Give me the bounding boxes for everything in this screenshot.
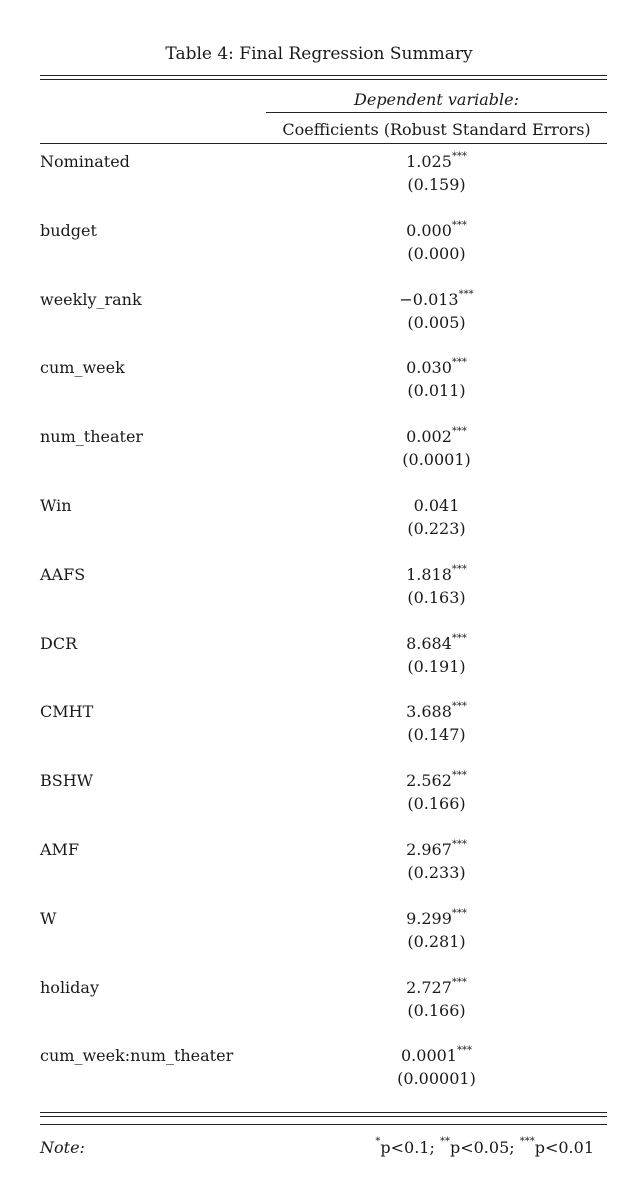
variable-name: DCR: [40, 633, 78, 653]
significance-stars: ***: [451, 563, 467, 575]
top-double-rule-1: [40, 75, 607, 76]
significance-stars: ***: [451, 839, 467, 850]
estimate-value: 0.000: [406, 220, 452, 240]
variable-name: holiday: [40, 977, 99, 997]
variable-name: BSHW: [40, 771, 94, 791]
variable-name: AAFS: [40, 564, 86, 584]
standard-error: (0.166): [407, 794, 466, 814]
standard-error: (0.000): [407, 243, 466, 263]
coefficient-estimate: [266, 978, 607, 997]
estimate-value: 2.562: [406, 771, 452, 791]
bottom-double-rule-2: [40, 1116, 607, 1117]
note-rule: [40, 1124, 607, 1125]
standard-error: (0.233): [407, 863, 466, 882]
significance-stars: ***: [458, 288, 474, 300]
coefficient-estimate: [266, 840, 607, 859]
note-label: Note:: [40, 1138, 85, 1157]
standard-error: (0.191): [407, 656, 466, 676]
estimate-value: 2.967: [406, 840, 452, 859]
table-row: [0, 290, 638, 350]
estimate-value: 0.002: [406, 427, 452, 447]
coefficient-estimate: [266, 565, 607, 584]
variable-name: CMHT: [40, 702, 94, 722]
coefficient-estimate: [266, 496, 607, 515]
table-row: [0, 427, 638, 487]
estimate-value: −0.013: [399, 289, 459, 309]
significance-stars: ***: [451, 151, 467, 162]
note-star-1: *: [375, 1136, 381, 1147]
table-row: [0, 221, 638, 281]
variable-name: budget: [40, 220, 97, 240]
header-underline: [266, 112, 607, 113]
note-star-3: ***: [519, 1136, 535, 1147]
variable-name: cum_week: [40, 358, 125, 378]
table-row: [0, 978, 638, 1038]
table-row: [0, 1046, 638, 1106]
table-row: [0, 634, 638, 694]
table-row: [0, 840, 638, 900]
estimate-value: 1.818: [406, 564, 452, 584]
estimate-value: 0.041: [413, 496, 460, 515]
estimate-value: 9.299: [406, 908, 452, 928]
standard-error: (0.0001): [402, 450, 471, 470]
standard-error: (0.223): [407, 519, 466, 538]
table-row: [0, 565, 638, 625]
standard-error: (0.159): [407, 175, 466, 194]
significance-stars: ***: [451, 770, 467, 782]
table-row: [0, 771, 638, 831]
coefficient-estimate: [266, 358, 607, 377]
variable-name: Nominated: [40, 152, 130, 171]
standard-error: (0.281): [407, 931, 466, 951]
note-text-1: p<0.1;: [380, 1138, 440, 1157]
bottom-double-rule-1: [40, 1112, 607, 1113]
table-row: [0, 496, 638, 556]
significance-stars: ***: [451, 907, 467, 919]
variable-name: Win: [40, 496, 72, 515]
coefficient-estimate: [266, 152, 607, 171]
estimate-value: 0.030: [406, 358, 452, 378]
note-star-2: **: [439, 1136, 450, 1147]
variable-name: num_theater: [40, 427, 144, 447]
coefficient-estimate: [266, 702, 607, 721]
table-row: [0, 909, 638, 969]
standard-error: (0.00001): [397, 1069, 476, 1089]
significance-stars: ***: [451, 426, 467, 438]
coefficient-estimate: [266, 1046, 607, 1065]
note-text-2: p<0.05;: [449, 1138, 520, 1157]
significance-stars: ***: [451, 632, 467, 644]
column-header: Coefficients (Robust Standard Errors): [282, 120, 591, 139]
estimate-value: 2.727: [406, 977, 452, 997]
coefficient-estimate: [266, 427, 607, 446]
standard-error: (0.147): [407, 725, 466, 745]
standard-error: (0.011): [407, 381, 466, 401]
coefficient-estimate: [266, 909, 607, 928]
coefficient-estimate: [266, 290, 607, 309]
note-text-3: p<0.01: [534, 1138, 594, 1157]
estimate-value: 0.0001: [401, 1046, 457, 1066]
coefficient-estimate: [266, 634, 607, 653]
standard-error: (0.166): [407, 1000, 466, 1020]
dependent-variable-label: Dependent variable:: [354, 90, 519, 109]
header-bottom-rule: [40, 143, 607, 144]
variable-name: AMF: [40, 840, 80, 859]
coefficient-estimate: [266, 771, 607, 790]
table-row: [0, 152, 638, 212]
significance-stars: ***: [456, 1045, 472, 1057]
table-row: [0, 702, 638, 762]
significance-stars: ***: [451, 219, 467, 231]
table-row: [0, 358, 638, 418]
variable-name: weekly_rank: [40, 289, 142, 309]
standard-error: (0.163): [407, 587, 466, 607]
variable-name: W: [40, 908, 57, 928]
table-caption: Table 4: Final Regression Summary: [165, 44, 473, 64]
coefficient-estimate: [266, 221, 607, 240]
standard-error: (0.005): [407, 312, 466, 332]
top-double-rule-2: [40, 79, 607, 80]
estimate-value: 8.684: [406, 633, 452, 653]
significance-stars: ***: [451, 701, 467, 713]
significance-stars: ***: [451, 357, 467, 369]
variable-name: cum_week:num_theater: [40, 1046, 234, 1066]
significance-note: [375, 1138, 594, 1157]
estimate-value: 1.025: [406, 152, 452, 171]
significance-stars: ***: [451, 976, 467, 988]
estimate-value: 3.688: [406, 702, 452, 722]
